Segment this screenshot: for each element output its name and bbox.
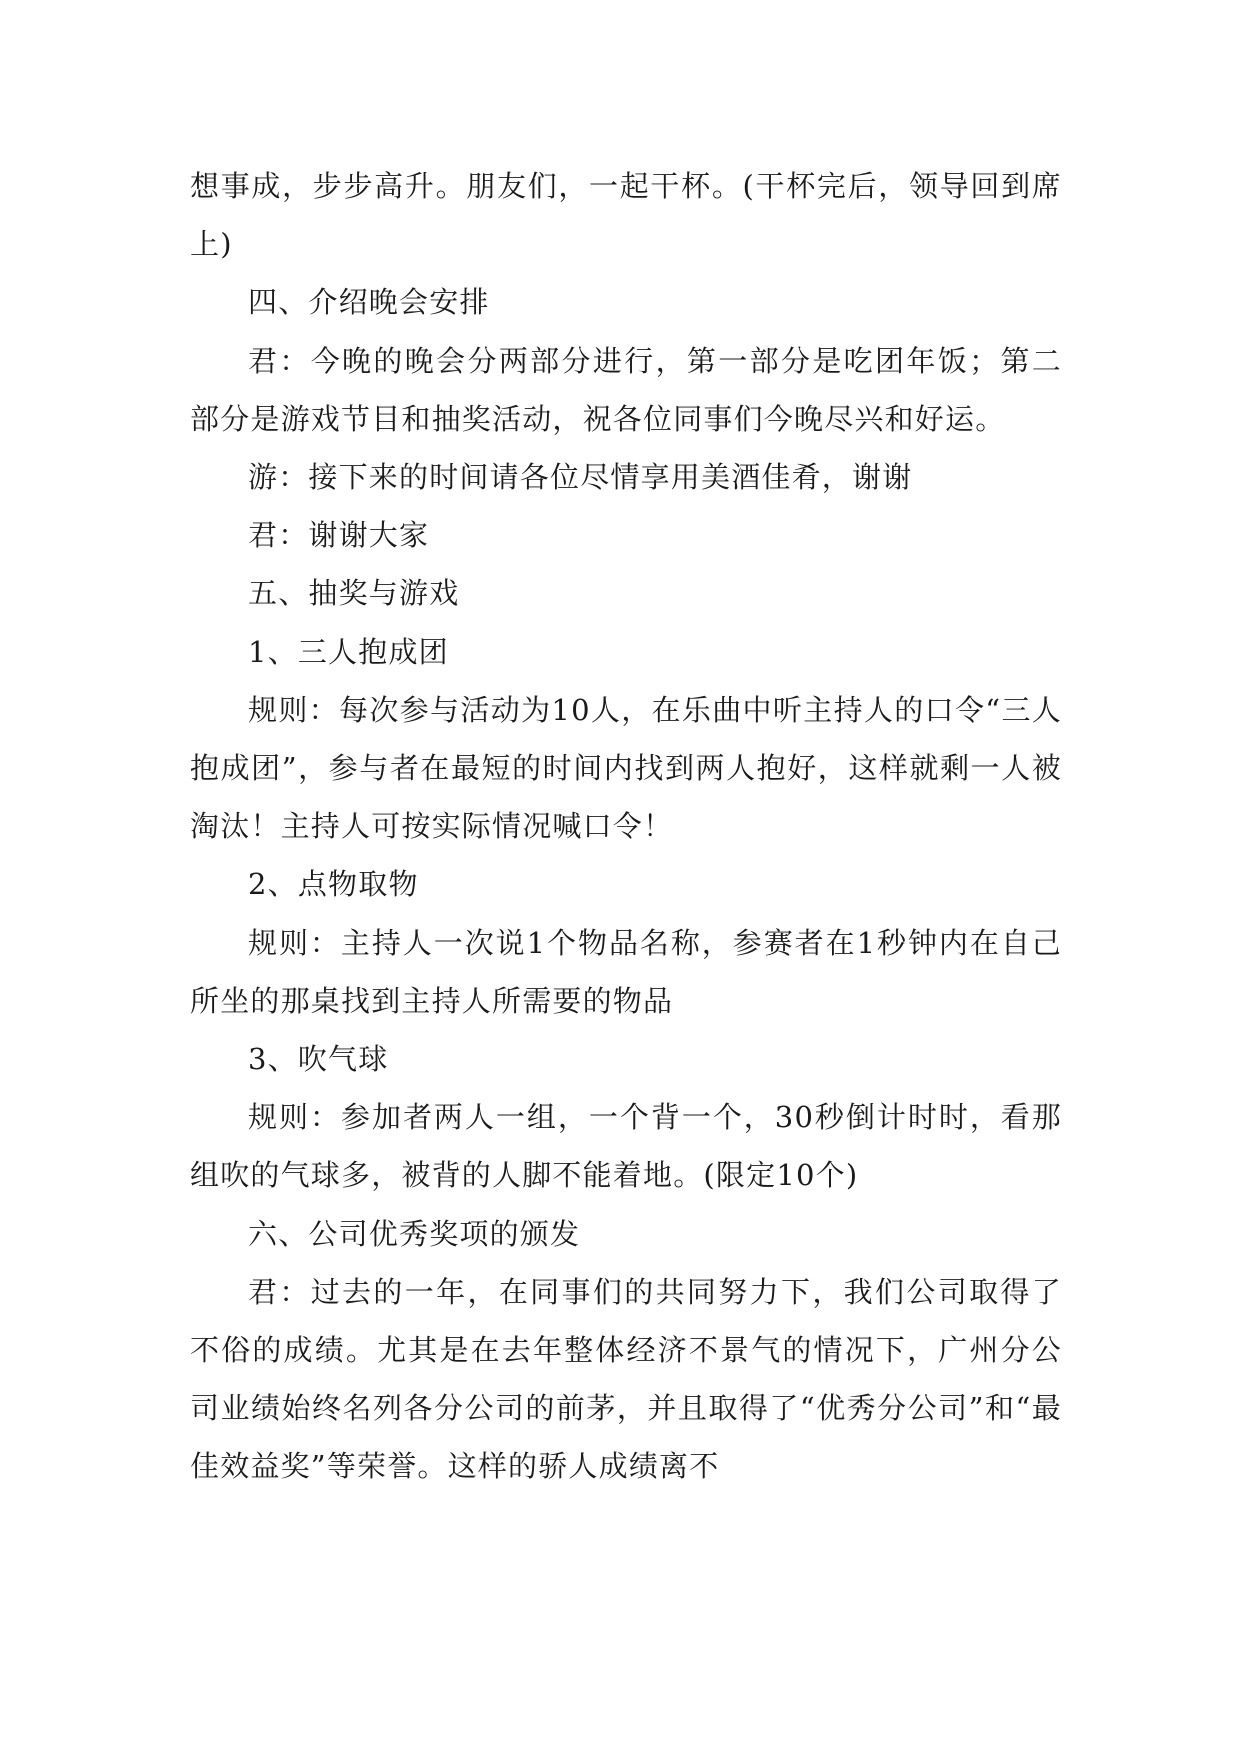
heading-game-three: 3、吹气球: [248, 1042, 389, 1077]
paragraph-jun-thanks: 君：谢谢大家: [248, 518, 430, 553]
paragraph-jun-achievements: 君：过去的一年，在同事们的共同努力下，我们公司取得了不俗的成绩。尤其是在去年整体经济不景气的情况下，广州分公司业绩始终名列各分公司的前茅，并且取得了“优秀分公司”和“最佳效益奖”等荣誉。这样的骄人成绩离不: [190, 1274, 1062, 1484]
document-body: [190, 157, 1062, 1496]
heading-section-five: 五、抽奖与游戏: [248, 576, 460, 611]
heading-game-one: 1、三人抱成团: [248, 634, 449, 669]
paragraph-game-three-rules: 规则：参加者两人一组，一个背一个，30秒倒计时时，看那组吹的气球多，被背的人脚不能着地。(限定10个): [190, 1100, 1062, 1193]
heading-section-six: 六、公司优秀奖项的颁发: [248, 1216, 581, 1251]
paragraph-you-enjoy: 游：接下来的时间请各位尽情享用美酒佳肴，谢谢: [248, 460, 913, 495]
heading-section-four: 四、介绍晚会安排: [248, 285, 490, 320]
paragraph-toast-end: 想事成，步步高升。朋友们，一起干杯。(干杯完后，领导回到席上): [190, 169, 1062, 262]
paragraph-jun-schedule: 君：今晚的晚会分两部分进行，第一部分是吃团年饭；第二部分是游戏节目和抽奖活动，祝各位同事们今晚尽兴和好运。: [190, 343, 1062, 436]
paragraph-game-two-rules: 规则：主持人一次说1个物品名称，参赛者在1秒钟内在自己所坐的那桌找到主持人所需要的物品: [190, 925, 1062, 1018]
paragraph-game-one-rules: 规则：每次参与活动为10人，在乐曲中听主持人的口令“三人抱成团”，参与者在最短的时间内找到两人抱好，这样就剩一人被淘汰！主持人可按实际情况喊口令！: [190, 692, 1062, 844]
heading-game-two: 2、点物取物: [248, 867, 419, 902]
